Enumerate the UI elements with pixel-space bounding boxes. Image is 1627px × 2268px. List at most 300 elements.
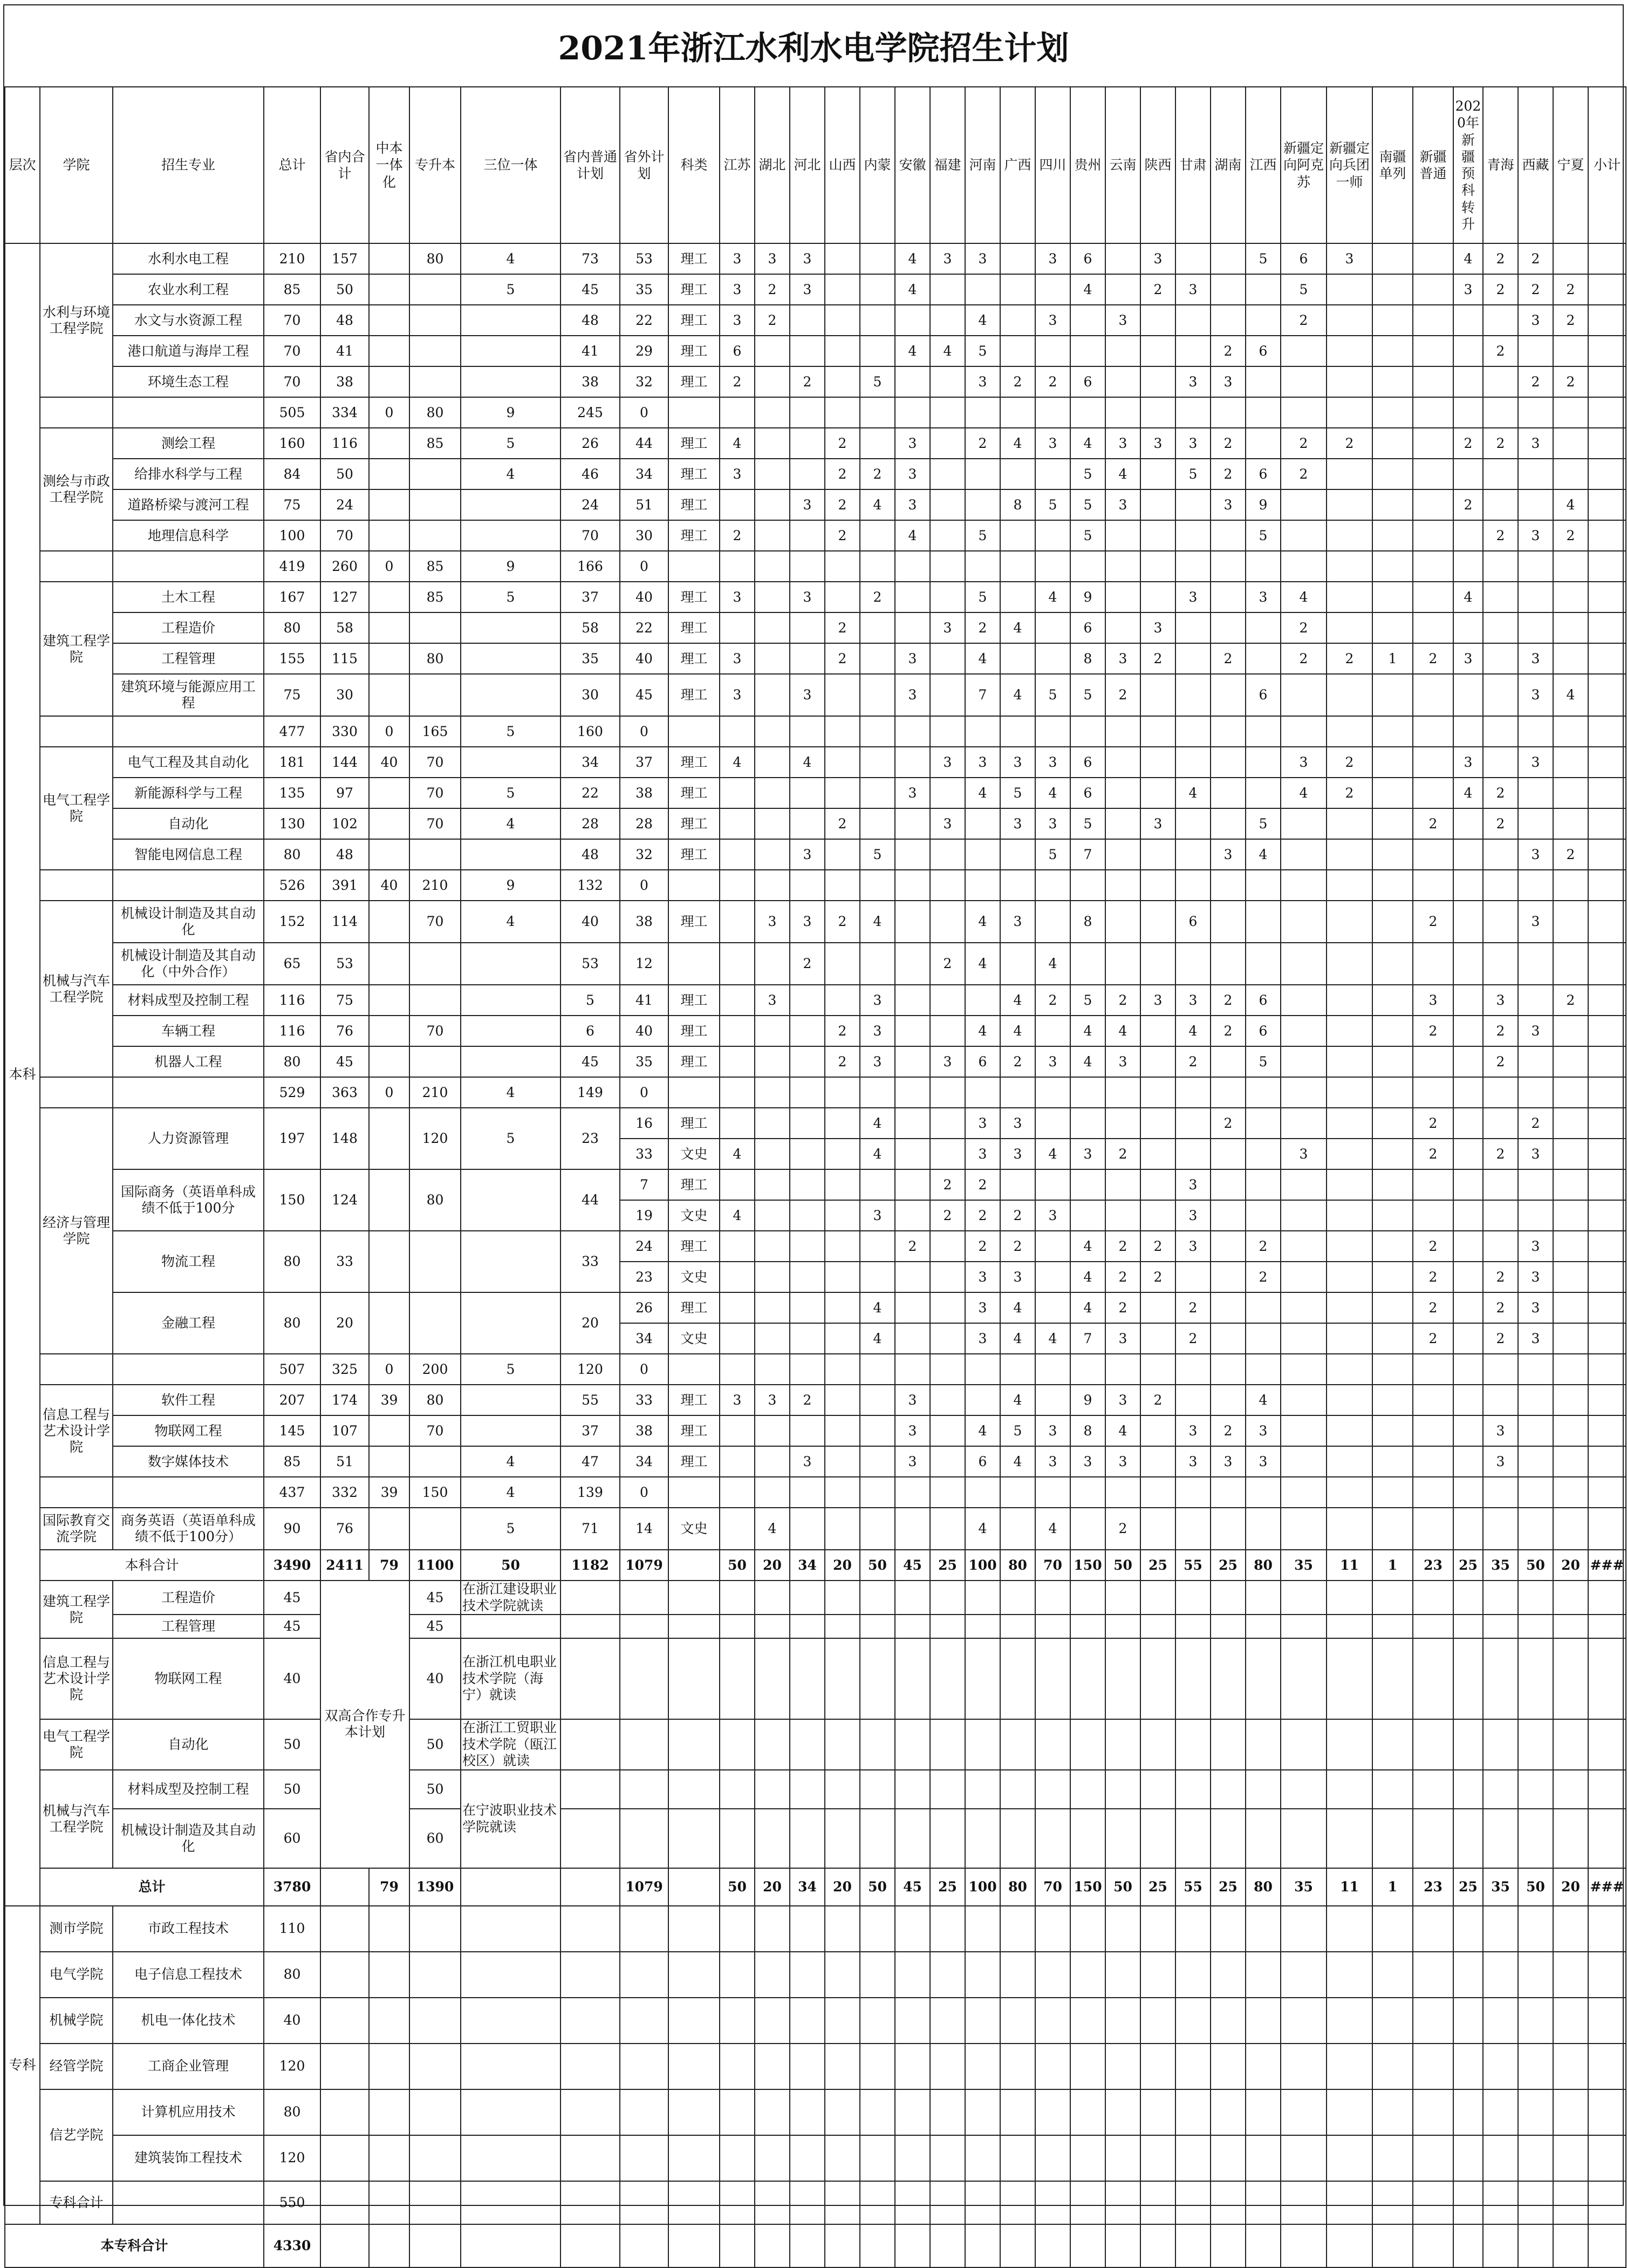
province-cell xyxy=(1518,985,1553,1016)
province-cell xyxy=(1413,716,1453,747)
in-total-cell: 174 xyxy=(320,1385,369,1415)
province-cell xyxy=(1035,2044,1070,2089)
province-cell xyxy=(930,1508,965,1550)
province-cell xyxy=(1211,1231,1246,1262)
zhongben-cell xyxy=(369,1231,409,1292)
total-cell: 80 xyxy=(264,1292,320,1354)
province-cell xyxy=(860,1415,895,1446)
province-cell xyxy=(1518,1615,1553,1638)
province-cell xyxy=(1372,428,1413,459)
province-cell xyxy=(860,674,895,716)
province-cell: 3 xyxy=(1035,243,1070,274)
header-sanwei: 三位一体 xyxy=(461,87,560,243)
empty-cell xyxy=(668,1906,720,1952)
province-cell: 6 xyxy=(1070,612,1105,643)
empty-cell xyxy=(668,1952,720,1998)
province-cell: 2 xyxy=(1518,243,1553,274)
province-cell: 4 xyxy=(1281,778,1327,808)
table-row xyxy=(5,520,1626,551)
empty-cell xyxy=(461,2089,560,2135)
province-cell xyxy=(1518,1770,1553,1809)
province-cell: 4 xyxy=(965,643,1000,674)
province-cell xyxy=(1483,1638,1518,1719)
province-cell xyxy=(720,1292,755,1323)
empty-cell xyxy=(409,2181,461,2224)
major-name: 工程管理 xyxy=(113,643,264,674)
province-cell xyxy=(720,1809,755,1868)
province-cell xyxy=(1327,1385,1372,1415)
province-cell: 2 xyxy=(1483,808,1518,839)
province-cell: 2 xyxy=(1413,1139,1453,1169)
province-cell xyxy=(1000,274,1035,305)
province-cell xyxy=(1518,1169,1553,1200)
province-cell xyxy=(1372,1139,1413,1169)
province-cell xyxy=(755,520,790,551)
province-cell xyxy=(930,1719,965,1770)
subtotal-cell xyxy=(1588,243,1626,274)
province-cell xyxy=(1175,2044,1211,2089)
total-cell: 50 xyxy=(264,1719,320,1770)
province-cell xyxy=(1070,1477,1105,1508)
province-cell xyxy=(1105,1169,1140,1200)
province-cell xyxy=(790,1998,825,2044)
province-cell xyxy=(1483,1231,1518,1262)
province-cell xyxy=(1246,747,1281,778)
province-cell xyxy=(790,1508,825,1550)
province-cell xyxy=(965,2044,1000,2089)
college-cell xyxy=(40,1077,113,1108)
province-cell: 5 xyxy=(1070,520,1105,551)
province-cell xyxy=(1105,336,1140,366)
subtotal-cell xyxy=(1588,551,1626,582)
province-cell xyxy=(1246,778,1281,808)
province-cell xyxy=(1553,2089,1588,2135)
province-total-cell: 25 xyxy=(1140,1868,1175,1906)
province-cell xyxy=(1372,1809,1413,1868)
subtotal-cell: ### xyxy=(1588,1550,1626,1581)
province-cell xyxy=(1553,336,1588,366)
grand-total-in-total xyxy=(320,1868,369,1906)
college-name: 信艺学院 xyxy=(40,2089,113,2181)
province-cell xyxy=(860,1385,895,1415)
subtotal-cell xyxy=(1588,1077,1626,1108)
province-cell xyxy=(825,1354,860,1385)
province-total-cell: 11 xyxy=(1327,1550,1372,1581)
in-normal-cell: 35 xyxy=(560,643,620,674)
empty-cell xyxy=(560,1952,620,1998)
province-total-cell: 25 xyxy=(930,1868,965,1906)
major-name: 软件工程 xyxy=(113,1385,264,1415)
province-cell xyxy=(1327,808,1372,839)
grand-total-zsb: 1390 xyxy=(409,1868,461,1906)
province-cell xyxy=(965,1952,1000,1998)
province-cell: 3 xyxy=(1518,643,1553,674)
empty-cell xyxy=(560,2181,620,2224)
province-cell xyxy=(825,1108,860,1139)
province-cell xyxy=(1327,2181,1372,2224)
province-cell xyxy=(1035,1354,1070,1385)
province-cell: 6 xyxy=(1246,336,1281,366)
subtotal-cell xyxy=(1588,1292,1626,1323)
province-cell: 3 xyxy=(755,1385,790,1415)
province-cell: 3 xyxy=(1035,305,1070,336)
province-cell xyxy=(1553,1077,1588,1108)
province-cell xyxy=(1105,1581,1140,1615)
province-cell xyxy=(1327,1581,1372,1615)
zhongben-cell xyxy=(369,1046,409,1077)
province-cell xyxy=(1175,1998,1211,2044)
category-cell: 理工 xyxy=(668,336,720,366)
zsb-cell: 60 xyxy=(409,1809,461,1868)
province-cell xyxy=(1140,716,1175,747)
category-cell: 理工 xyxy=(668,274,720,305)
province-cell xyxy=(1483,1770,1518,1809)
province-cell: 4 xyxy=(1070,1262,1105,1292)
all-total-total: 4330 xyxy=(264,2224,320,2267)
province-total-cell: 20 xyxy=(1553,1868,1588,1906)
province-cell: 3 xyxy=(755,985,790,1016)
out-plan-cell xyxy=(620,1770,668,1809)
province-cell: 3 xyxy=(790,901,825,943)
grand-total-zhongben: 79 xyxy=(369,1868,409,1906)
subtotal-cell xyxy=(1588,428,1626,459)
province-cell xyxy=(1035,1809,1070,1868)
province-cell: 3 xyxy=(1140,808,1175,839)
major-name: 给排水科学与工程 xyxy=(113,459,264,489)
province-cell xyxy=(1281,1906,1327,1952)
in-normal-cell xyxy=(560,1719,620,1770)
province-cell: 5 xyxy=(1070,674,1105,716)
province-cell xyxy=(895,1169,930,1200)
province-cell: 2 xyxy=(1483,778,1518,808)
province-cell xyxy=(1518,1906,1553,1952)
subtotal-cell xyxy=(1588,366,1626,397)
province-cell xyxy=(860,305,895,336)
province-cell xyxy=(895,1477,930,1508)
out-plan-cell: 0 xyxy=(620,1077,668,1108)
province-cell xyxy=(930,1415,965,1446)
in-normal-cell: 34 xyxy=(560,747,620,778)
province-cell xyxy=(1413,1638,1453,1719)
province-cell: 3 xyxy=(1453,747,1483,778)
province-cell xyxy=(1518,2224,1553,2267)
out-plan-cell: 34 xyxy=(620,1446,668,1477)
province-cell xyxy=(1070,397,1105,428)
province-cell: 4 xyxy=(860,901,895,943)
province-cell xyxy=(965,2181,1000,2224)
province-cell: 2 xyxy=(860,459,895,489)
province-cell xyxy=(1246,305,1281,336)
table-row xyxy=(5,808,1626,839)
province-cell xyxy=(1453,901,1483,943)
sanwei-cell xyxy=(461,1868,560,1906)
province-cell xyxy=(1211,1292,1246,1323)
table-row xyxy=(5,1046,1626,1077)
province-total-cell: 50 xyxy=(720,1550,755,1581)
table-row xyxy=(5,274,1626,305)
province-cell xyxy=(860,1354,895,1385)
province-cell xyxy=(1105,1809,1140,1868)
province-cell xyxy=(790,2135,825,2181)
province-cell xyxy=(1453,336,1483,366)
province-cell xyxy=(1372,1906,1413,1952)
zsb-cell: 80 xyxy=(409,1169,461,1231)
total-cell: 50 xyxy=(264,1770,320,1809)
province-cell xyxy=(1553,459,1588,489)
province-cell: 3 xyxy=(895,1385,930,1415)
province-cell xyxy=(1211,1581,1246,1615)
in-total-cell: 50 xyxy=(320,459,369,489)
province-cell xyxy=(790,2181,825,2224)
province-cell: 3 xyxy=(895,778,930,808)
subtotal-cell xyxy=(1588,985,1626,1016)
province-cell xyxy=(1553,716,1588,747)
province-cell xyxy=(895,1906,930,1952)
province-cell xyxy=(1327,459,1372,489)
province-cell xyxy=(1211,778,1246,808)
province-cell xyxy=(1105,778,1140,808)
province-cell xyxy=(1281,489,1327,520)
province-cell: 2 xyxy=(825,808,860,839)
empty-cell xyxy=(461,2135,560,2181)
province-cell xyxy=(825,1169,860,1200)
province-cell: 7 xyxy=(965,674,1000,716)
province-cell: 7 xyxy=(1070,1323,1105,1354)
zhongben-cell xyxy=(369,366,409,397)
province-cell: 2 xyxy=(1211,428,1246,459)
empty-cell xyxy=(620,2044,668,2089)
province-cell: 6 xyxy=(1246,459,1281,489)
in-normal-cell: 71 xyxy=(560,1508,620,1550)
in-normal-cell xyxy=(560,1770,620,1809)
province-cell xyxy=(930,1292,965,1323)
province-cell xyxy=(755,366,790,397)
province-cell: 3 xyxy=(1518,901,1553,943)
out-plan-cell: 19 xyxy=(620,1200,668,1231)
province-cell xyxy=(1553,643,1588,674)
province-cell xyxy=(1327,901,1372,943)
province-cell xyxy=(1518,2181,1553,2224)
province-cell xyxy=(1211,1323,1246,1354)
province-cell xyxy=(965,1354,1000,1385)
sanwei-cell xyxy=(461,985,560,1016)
province-cell xyxy=(1246,1638,1281,1719)
province-cell xyxy=(790,1581,825,1615)
province-cell xyxy=(1175,2135,1211,2181)
out-plan-cell: 40 xyxy=(620,643,668,674)
province-cell xyxy=(755,1477,790,1508)
province-total-cell: 20 xyxy=(1553,1550,1588,1581)
total-cell: 116 xyxy=(264,1016,320,1046)
province-cell: 2 xyxy=(1413,1323,1453,1354)
college-sum-row xyxy=(5,870,1626,901)
province-cell xyxy=(930,2181,965,2224)
province-cell xyxy=(895,612,930,643)
province-cell: 4 xyxy=(895,243,930,274)
province-cell xyxy=(1281,716,1327,747)
province-cell xyxy=(1000,520,1035,551)
province-cell xyxy=(1281,1046,1327,1077)
grand-total-total: 3780 xyxy=(264,1868,320,1906)
province-cell xyxy=(1413,366,1453,397)
province-cell xyxy=(1246,870,1281,901)
sanwei-cell xyxy=(461,520,560,551)
province-cell xyxy=(1483,1998,1518,2044)
province-cell xyxy=(1483,582,1518,612)
major-name: 物联网工程 xyxy=(113,1415,264,1446)
province-cell xyxy=(1281,1477,1327,1508)
in-normal-cell: 45 xyxy=(560,1046,620,1077)
province-cell: 2 xyxy=(825,489,860,520)
province-cell: 3 xyxy=(1518,520,1553,551)
zhongben-cell: 39 xyxy=(369,1477,409,1508)
province-cell xyxy=(930,274,965,305)
out-plan-cell: 26 xyxy=(620,1292,668,1323)
province-cell xyxy=(1327,1638,1372,1719)
province-cell: 6 xyxy=(965,1046,1000,1077)
sanwei-cell xyxy=(461,305,560,336)
out-plan-cell xyxy=(620,1581,668,1615)
zhongben-cell xyxy=(369,839,409,870)
province-cell xyxy=(1175,808,1211,839)
province-cell: 3 xyxy=(1000,808,1035,839)
zhongben-cell: 0 xyxy=(369,716,409,747)
header-zhuanshengben: 专升本 xyxy=(409,87,461,243)
province-cell xyxy=(895,2181,930,2224)
study-location-note: 在浙江机电职业技术学院（海宁）就读 xyxy=(461,1638,560,1719)
province-cell xyxy=(930,1638,965,1719)
in-normal-cell: 166 xyxy=(560,551,620,582)
province-cell xyxy=(825,2044,860,2089)
province-cell: 2 xyxy=(1281,643,1327,674)
province-cell: 2 xyxy=(1175,1046,1211,1077)
province-cell xyxy=(1327,1809,1372,1868)
province-cell xyxy=(720,2181,755,2224)
zhongben-cell xyxy=(369,901,409,943)
sanwei-cell: 9 xyxy=(461,870,560,901)
province-cell xyxy=(895,2224,930,2267)
province-cell xyxy=(1281,1200,1327,1231)
province-cell xyxy=(755,336,790,366)
province-cell xyxy=(720,1046,755,1077)
province-cell xyxy=(1372,674,1413,716)
table-row xyxy=(5,1108,1626,1139)
province-cell xyxy=(825,839,860,870)
province-cell xyxy=(1553,1323,1588,1354)
province-cell xyxy=(1035,551,1070,582)
province-cell xyxy=(930,489,965,520)
province-cell xyxy=(1000,305,1035,336)
province-cell xyxy=(1453,1016,1483,1046)
province-cell xyxy=(1553,551,1588,582)
province-cell xyxy=(755,1077,790,1108)
province-cell: 4 xyxy=(860,1292,895,1323)
province-cell xyxy=(1553,1581,1588,1615)
province-cell xyxy=(1327,1169,1372,1200)
in-total-cell: 391 xyxy=(320,870,369,901)
province-cell xyxy=(965,1770,1000,1809)
province-cell xyxy=(1211,1508,1246,1550)
province-cell xyxy=(755,1292,790,1323)
province-cell xyxy=(790,2044,825,2089)
province-cell xyxy=(1372,1581,1413,1615)
province-cell xyxy=(1140,1719,1175,1770)
zhongben-cell xyxy=(369,459,409,489)
subtotal-cell: ### xyxy=(1588,1868,1626,1906)
province-cell: 6 xyxy=(720,336,755,366)
empty-cell xyxy=(461,1906,560,1952)
province-cell xyxy=(1518,808,1553,839)
province-cell xyxy=(1000,839,1035,870)
province-cell xyxy=(790,1477,825,1508)
province-cell: 6 xyxy=(1175,901,1211,943)
total-cell: 116 xyxy=(264,985,320,1016)
province-cell xyxy=(965,397,1000,428)
province-cell xyxy=(790,520,825,551)
in-total-cell: 53 xyxy=(320,943,369,985)
province-cell: 5 xyxy=(1246,808,1281,839)
province-cell: 3 xyxy=(1175,1446,1211,1477)
province-cell: 2 xyxy=(930,943,965,985)
province-cell xyxy=(1553,1385,1588,1415)
province-cell: 2 xyxy=(965,1169,1000,1200)
province-cell xyxy=(895,747,930,778)
province-cell xyxy=(1553,901,1588,943)
province-cell xyxy=(1453,366,1483,397)
college-sum-row xyxy=(5,397,1626,428)
major-name: 新能源科学与工程 xyxy=(113,778,264,808)
province-cell xyxy=(1518,1046,1553,1077)
category-cell xyxy=(668,1354,720,1385)
in-normal-cell: 132 xyxy=(560,870,620,901)
province-cell xyxy=(790,1108,825,1139)
province-cell: 4 xyxy=(1105,459,1140,489)
subtotal-cell xyxy=(1588,397,1626,428)
province-cell xyxy=(1553,2135,1588,2181)
province-cell xyxy=(1070,716,1105,747)
province-cell: 2 xyxy=(755,274,790,305)
province-cell xyxy=(1372,1446,1413,1477)
province-cell xyxy=(1453,808,1483,839)
zsb-cell: 200 xyxy=(409,1354,461,1385)
province-cell xyxy=(1070,1770,1105,1809)
header-category: 科类 xyxy=(668,87,720,243)
province-cell: 3 xyxy=(1175,366,1211,397)
province-cell: 4 xyxy=(965,305,1000,336)
province-cell xyxy=(1140,551,1175,582)
province-cell: 4 xyxy=(860,1108,895,1139)
empty-cell xyxy=(461,2044,560,2089)
province-cell xyxy=(790,1770,825,1809)
province-cell xyxy=(1483,870,1518,901)
category-cell: 理工 xyxy=(668,612,720,643)
header-province: 江苏 xyxy=(720,87,755,243)
major-name: 物流工程 xyxy=(113,1231,264,1292)
province-total-cell: 34 xyxy=(790,1868,825,1906)
province-cell xyxy=(895,1809,930,1868)
province-cell: 2 xyxy=(790,943,825,985)
province-cell xyxy=(1281,1952,1327,1998)
province-cell xyxy=(1413,397,1453,428)
province-cell xyxy=(930,901,965,943)
province-cell xyxy=(1175,305,1211,336)
empty-cell xyxy=(369,2181,409,2224)
province-cell xyxy=(1211,716,1246,747)
province-cell xyxy=(1281,2224,1327,2267)
province-cell xyxy=(720,1231,755,1262)
province-cell xyxy=(860,1231,895,1262)
major-name: 电气工程及其自动化 xyxy=(113,747,264,778)
